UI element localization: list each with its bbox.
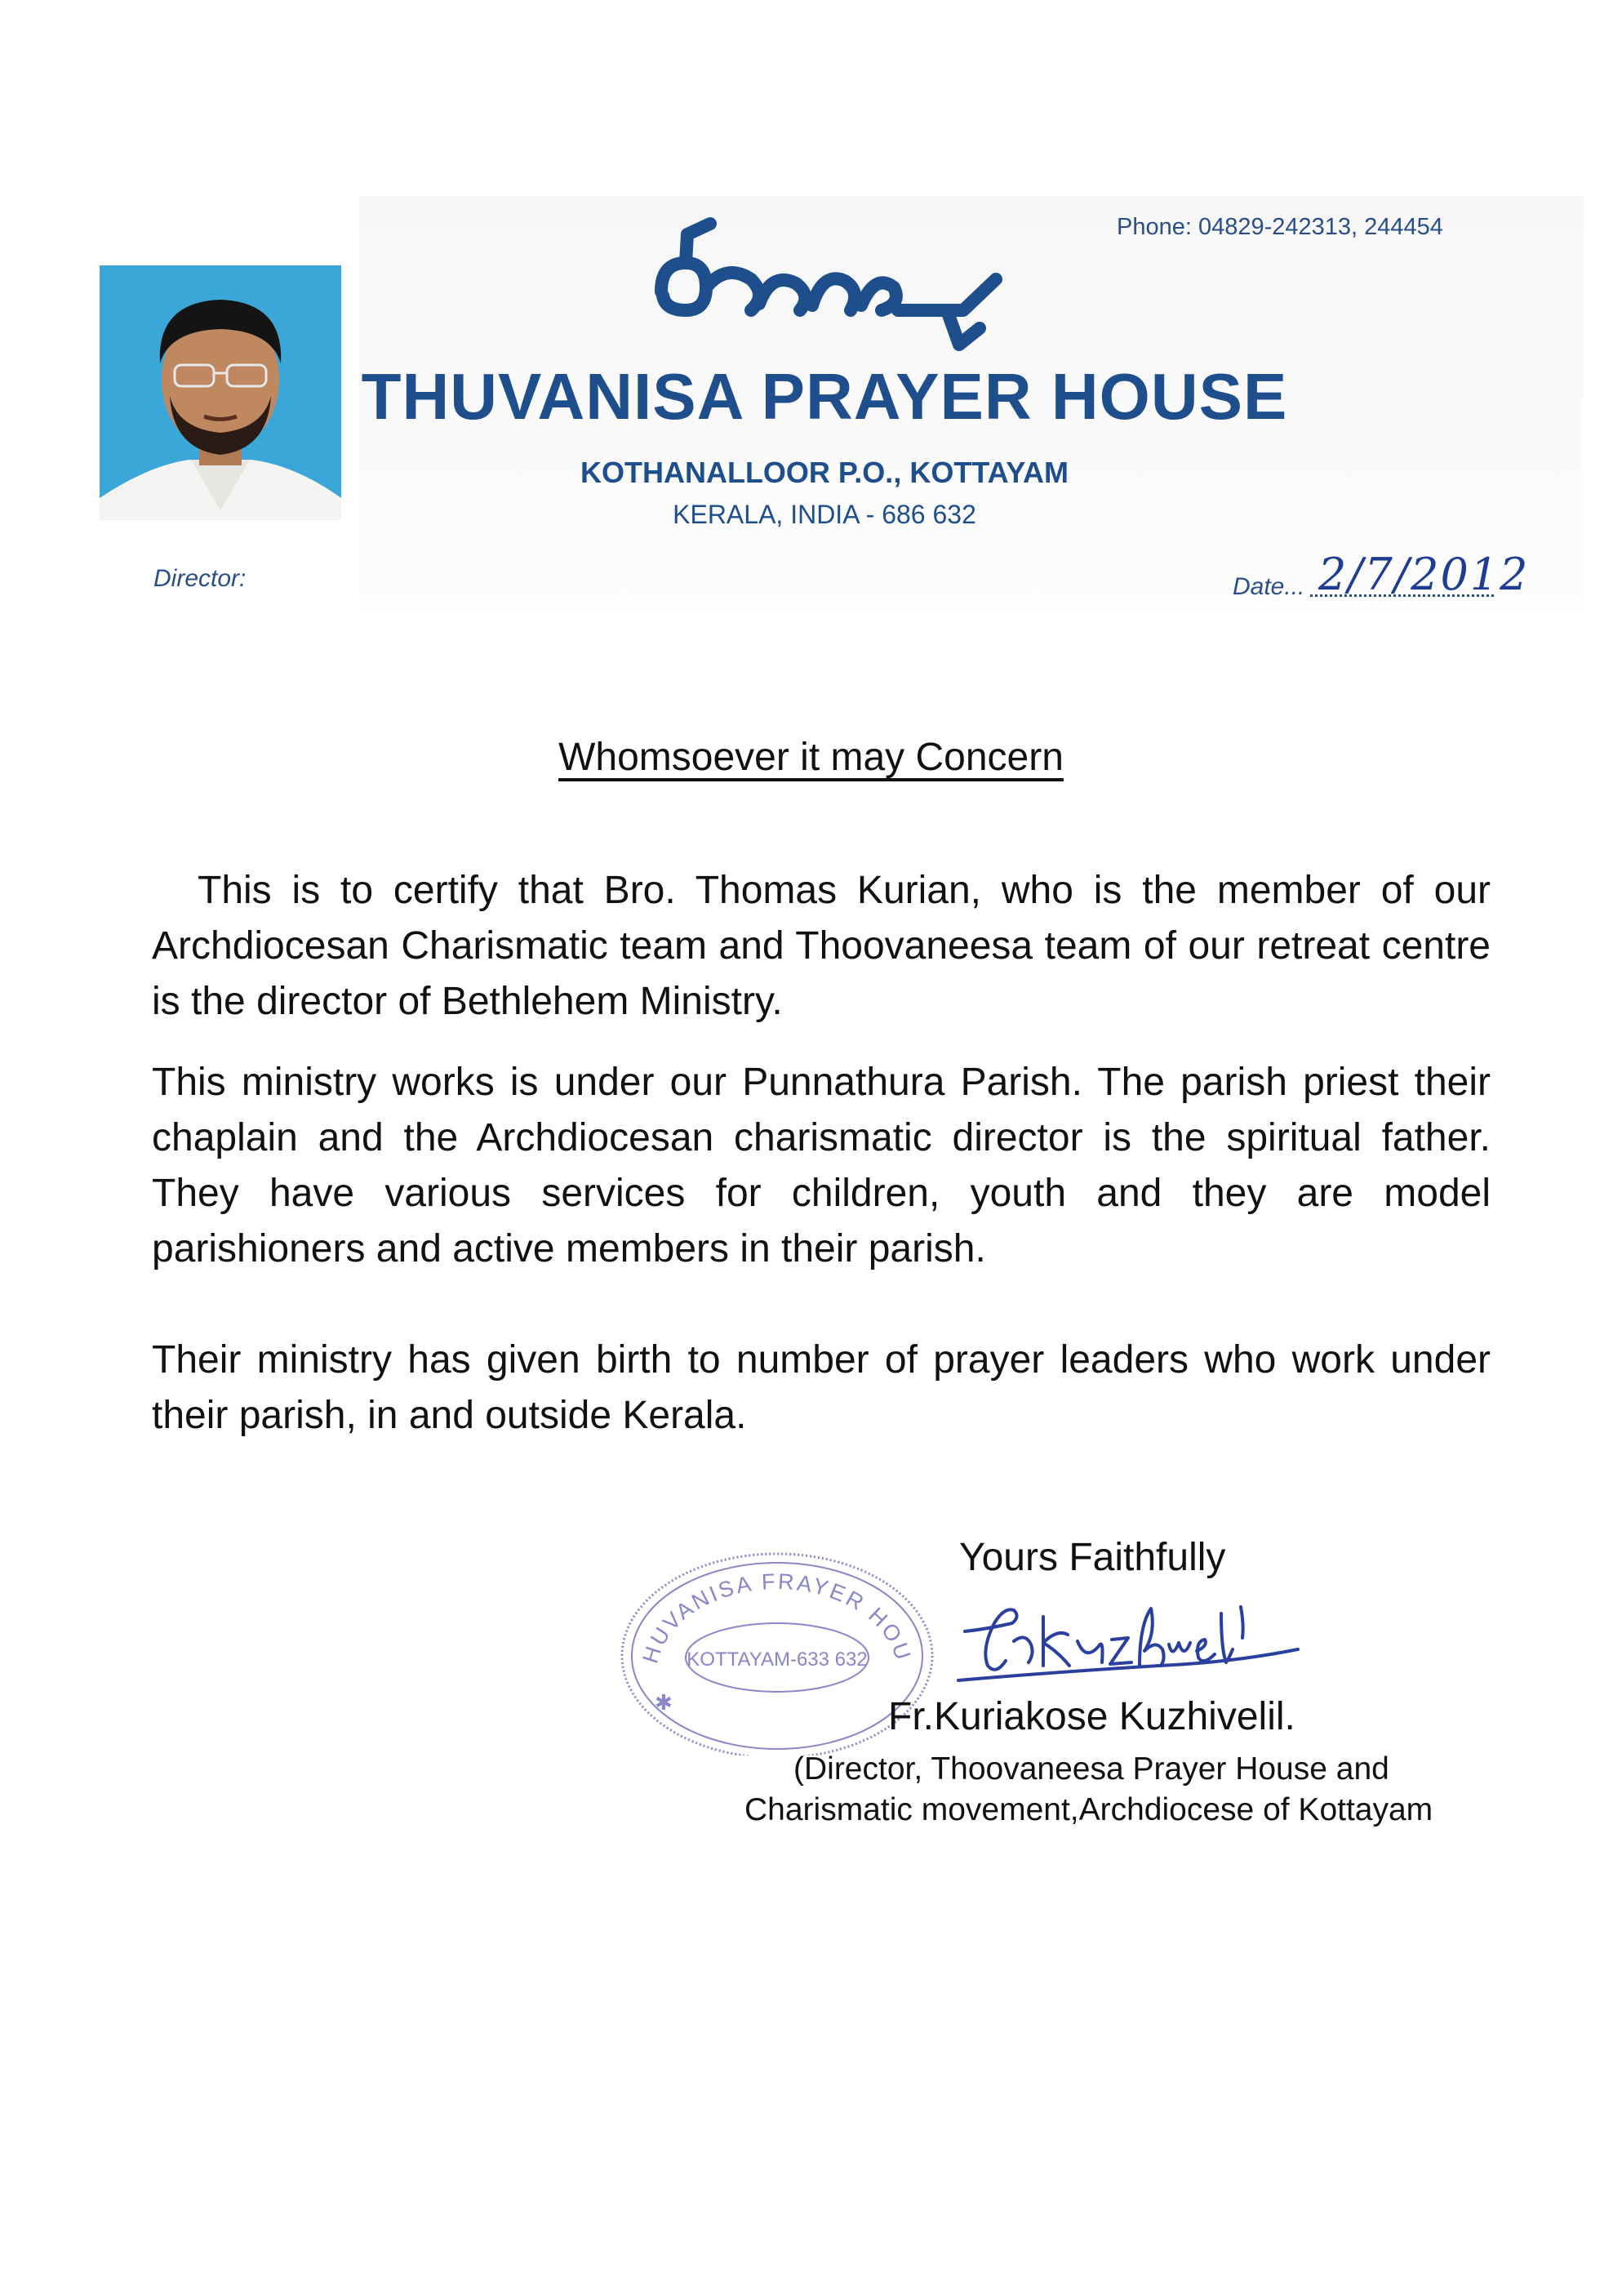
stamp-middle-text: KOTTAYAM-633 632 [687,1649,868,1671]
handwritten-date: 2/7/2012 [1318,549,1530,600]
phone-number: Phone: 04829-242313, 244454 [1117,214,1443,240]
malayalam-logo [637,214,1012,361]
organization-name: THUVANISA PRAYER HOUSE [361,360,1288,433]
body-paragraph-1: This is to certify that Bro. Thomas Kurian, who is the member of our Archdiocesan Charismatic team and Thoovaneesa team of our retreat centre is the director of Bethlehem Ministry. [152,869,1491,1023]
body-paragraph-3: Their ministry has given birth to number of prayer leaders who work under their parish, in and outside Kerala. [152,1338,1491,1437]
letter-subject [0,735,1622,780]
director-photo [100,265,341,520]
stamp-top-text: HUVANISA FRAYER HOU [638,1568,917,1666]
body-paragraph-2: This ministry works is under our Punnathura Parish. The parish priest their chaplain and the Archdiocesan charismatic director is the spiritual father. They have various services for children, youth and they are model parishioners and active members in their parish. [152,1061,1491,1270]
signer-role-line-2: Charismatic movement,Archdiocese of Kottayam [744,1792,1433,1827]
signer-name: Fr.Kuriakose Kuzhivelil. [888,1695,1295,1738]
subject-text: Whomsoever it may Concern [558,736,1064,779]
handwritten-signature [955,1584,1314,1694]
closing-text: Yours Faithfully [959,1536,1226,1579]
stamp-star-icon: ✱ [655,1691,673,1715]
date-label: Date... [1233,573,1305,600]
director-label: Director: [153,565,247,592]
address-line-2: KERALA, INDIA - 686 632 [673,500,976,529]
signer-role-line-1: (Director, Thoovaneesa Prayer House and [793,1751,1389,1787]
address-line-1: KOTHANALLOOR P.O., KOTTAYAM [580,456,1069,489]
